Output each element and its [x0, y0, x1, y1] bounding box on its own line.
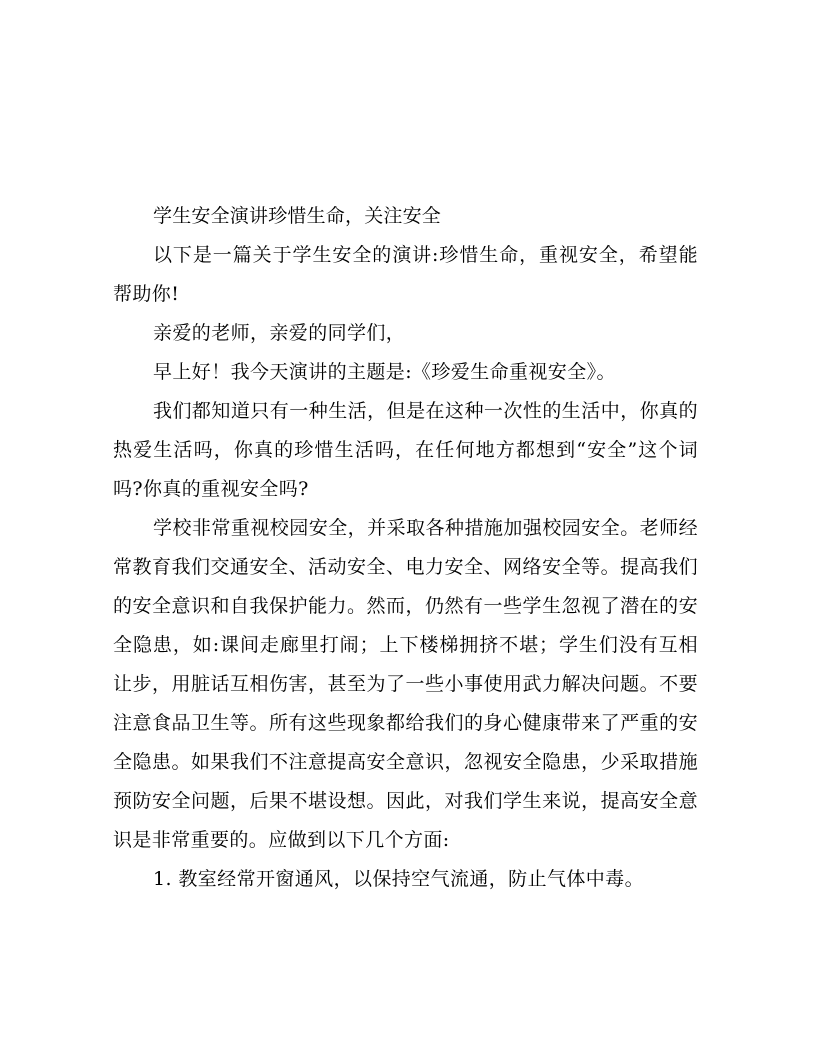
paragraph-school-safety: 学校非常重视校园安全，并采取各种措施加强校园安全。老师经常教育我们交通安全、活动安全、电力安全、网络安全等。提高我们的安全意识和自我保护能力。然而，仍然有一些学生忽视了潜在的安全隐患，如:课间走廊里打闹；上下楼梯拥挤不堪；学生们没有互相让步，用脏话互相伤害，甚至为了一些小事使用武力解决问题。不要注意食品卫生等。所有这些现象都给我们的身心健康带来了严重的安全隐患。如果我们不注意提高安全意识，忽视安全隐患，少采取措施预防安全问题，后果不堪设想。因此，对我们学生来说，提高安全意识是非常重要的。应做到以下几个方面: [113, 517, 698, 851]
paragraph-morning: 早上好！我今天演讲的主题是:《珍爱生命重视安全》。 [153, 361, 616, 383]
paragraph-intro: 以下是一篇关于学生安全的演讲:珍惜生命，重视安全，希望能帮助你! [113, 244, 698, 305]
paragraph-greeting: 亲爱的老师，亲爱的同学们， [153, 322, 406, 344]
document-body [113, 198, 698, 899]
paragraph-item-1: 1. 教室经常开窗通风，以保持空气流通，防止气体中毒。 [153, 868, 644, 890]
paragraph-life: 我们都知道只有一种生活，但是在这种一次性的生活中，你真的热爱生活吗，你真的珍惜生活吗，在任何地方都想到“安全”这个词吗?你真的重视安全吗? [113, 400, 698, 500]
document-title: 学生安全演讲珍惜生命，关注安全 [153, 205, 442, 227]
